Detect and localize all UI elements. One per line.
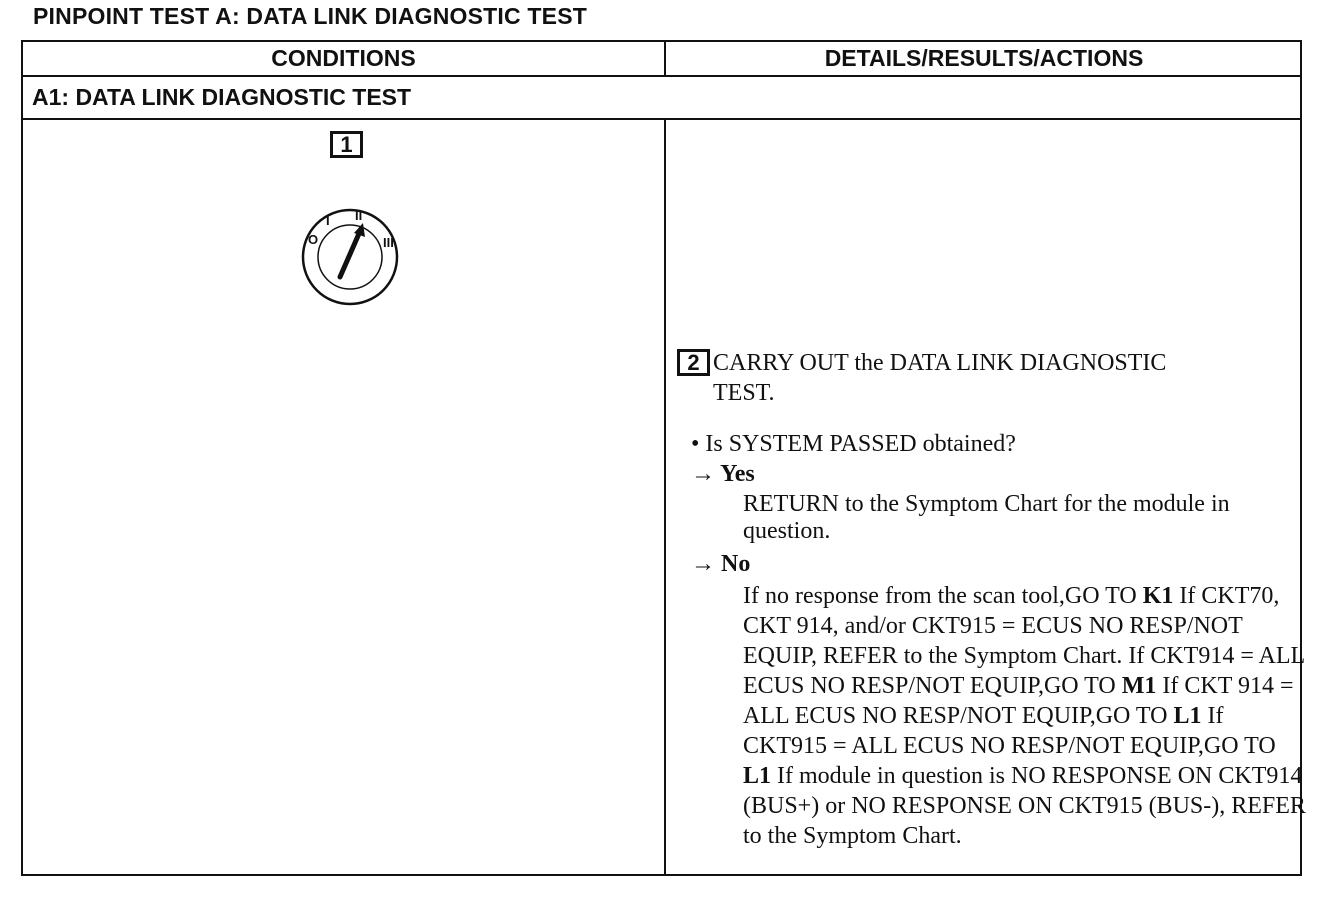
no-action-text-2: If CKT70, CKT 914, and/or CKT915 = ECUS NO RESP/NOT EQUIP, REFER to the Symptom Chart. If CKT914 = ALL ECUS NO RESP/NOT EQUIP,GO TO [743,583,1305,699]
no-arrow-icon: → [691,551,715,577]
step-2-badge: 2 [677,349,710,376]
no-action [743,581,1308,851]
step-1-badge: 1 [330,131,363,158]
step-2-instruction-line-1: CARRY OUT the DATA LINK DIAGNOSTIC [713,350,1167,376]
yes-arrow-icon: → [691,461,715,487]
no-label: No [721,551,751,577]
header-column-divider [664,42,666,77]
section-title: A1: DATA LINK DIAGNOSTIC TEST [23,77,1300,120]
switch-pos-3: III [383,235,394,250]
body-column-divider [664,120,666,876]
goto-l1-ref-2: L1 [743,763,772,789]
yes-branch-label [691,461,755,488]
goto-m1-ref: M1 [1121,673,1157,699]
no-action-text-4: If CKT915 = ALL ECUS NO RESP/NOT EQUIP,GO TO [743,703,1276,759]
ignition-switch-icon [293,207,413,307]
goto-k1-ref: K1 [1142,583,1174,609]
switch-pos-2: II [355,208,363,223]
pinpoint-test-table [21,40,1306,876]
table-header-row [23,42,1300,77]
switch-pos-off: O [308,232,319,247]
step-2-instruction-line-2: TEST. [713,380,775,406]
goto-l1-ref: L1 [1173,703,1202,729]
no-action-text-1: If no response from the scan tool,GO TO [743,583,1143,609]
yes-action: RETURN to the Symptom Chart for the module in question. [743,491,1230,544]
no-action-text-5: If module in question is NO RESPONSE ON CKT914 (BUS+) or NO RESPONSE ON CKT915 (BUS-), REFER to the Symptom Chart. [743,763,1306,849]
no-branch-label [691,551,750,578]
page-title: PINPOINT TEST A: DATA LINK DIAGNOSTIC TEST [33,3,587,29]
yes-label: Yes [720,461,755,487]
no-action-text-3: If CKT 914 = ALL ECUS NO RESP/NOT EQUIP,GO TO [743,673,1294,729]
step-2-question: • Is SYSTEM PASSED obtained? [691,431,1016,457]
conditions-header: CONDITIONS [271,45,416,71]
step-2-instruction [713,348,1313,408]
details-results-actions-header: DETAILS/RESULTS/ACTIONS [824,45,1144,71]
switch-pos-1: I [326,213,330,228]
